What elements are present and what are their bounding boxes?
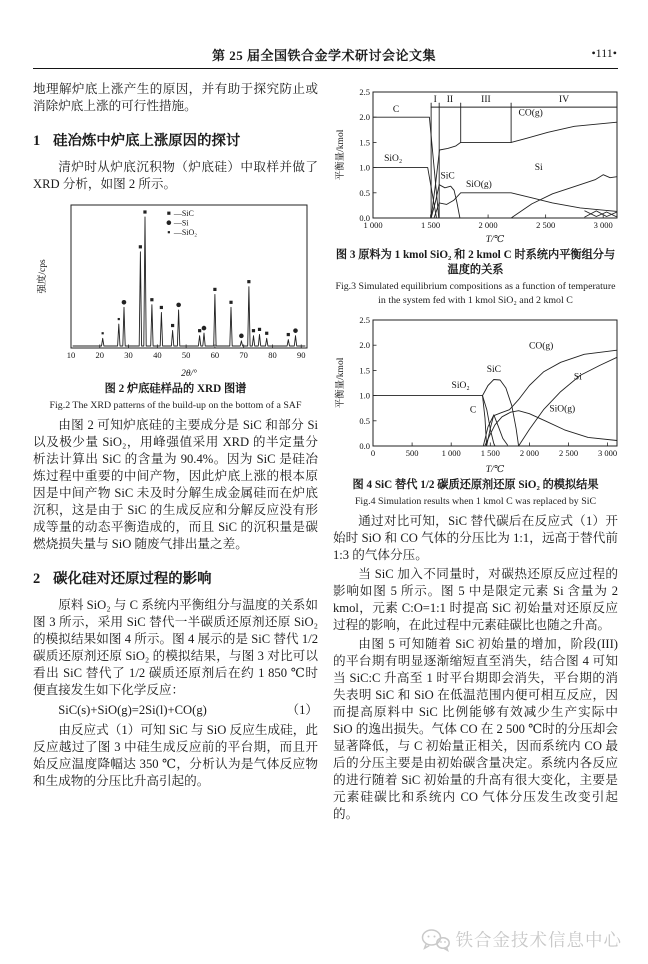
svg-text:SiO₂: SiO₂ bbox=[384, 154, 403, 165]
svg-text:平衡量/kmol: 平衡量/kmol bbox=[336, 357, 346, 409]
svg-text:SiC: SiC bbox=[440, 171, 455, 182]
svg-text:强度/cps: 强度/cps bbox=[38, 259, 48, 294]
svg-text:0.5: 0.5 bbox=[359, 187, 370, 198]
svg-text:1.5: 1.5 bbox=[359, 365, 370, 376]
svg-text:90: 90 bbox=[296, 350, 306, 360]
page-number: •111• bbox=[591, 46, 617, 60]
svg-text:2 000: 2 000 bbox=[478, 220, 498, 230]
svg-text:1 000: 1 000 bbox=[441, 448, 461, 458]
svg-text:SiC: SiC bbox=[486, 364, 501, 375]
svg-text:CO(g): CO(g) bbox=[518, 108, 543, 119]
svg-text:2 000: 2 000 bbox=[519, 448, 539, 458]
svg-text:20: 20 bbox=[95, 350, 105, 360]
svg-text:IV: IV bbox=[559, 95, 570, 106]
xrd-chart bbox=[33, 200, 318, 378]
wechat-bubbles-icon bbox=[420, 928, 450, 952]
svg-text:平衡量/kmol: 平衡量/kmol bbox=[336, 129, 346, 181]
svg-text:0.0: 0.0 bbox=[359, 441, 370, 451]
paragraph: 由反应式（1）可知 SiC 与 SiO 反应生成硅，此反应越过了图 3 中硅生成反应前的平台期，而且开始反应温度降幅达 350 ℃，分析认为是气体反应物和生成物的分压比升高引起的。 bbox=[33, 722, 318, 788]
svg-text:2 500: 2 500 bbox=[536, 220, 556, 230]
svg-text:SiO(g): SiO(g) bbox=[549, 404, 576, 415]
svg-text:—SiO₂: —SiO₂ bbox=[173, 228, 198, 237]
section-1-title: 硅冶炼中炉底上涨原因的探讨 bbox=[53, 133, 241, 149]
svg-text:80: 80 bbox=[268, 350, 277, 360]
svg-text:—Si: —Si bbox=[173, 218, 189, 228]
svg-text:T/℃: T/℃ bbox=[485, 235, 505, 244]
figure-3 bbox=[333, 86, 618, 307]
svg-text:60: 60 bbox=[210, 350, 220, 360]
section-2-heading bbox=[33, 567, 318, 588]
svg-text:—SiC: —SiC bbox=[173, 209, 194, 218]
figure-2-caption-en: Fig.2 The XRD patterns of the build-up on the bottom of a SAF bbox=[49, 400, 302, 411]
svg-text:SiO₂: SiO₂ bbox=[451, 381, 470, 392]
svg-text:40: 40 bbox=[153, 350, 162, 360]
paragraph: 清炉时从炉底沉积物（炉底硅）中取样并做了 XRD 分析，如图 2 所示。 bbox=[33, 160, 318, 191]
svg-text:3 000: 3 000 bbox=[593, 220, 613, 230]
svg-text:SiO(g): SiO(g) bbox=[465, 179, 492, 190]
paragraph: 由图 5 可知随着 SiC 初始量的增加，阶段(III)的平台期有明显逐渐缩短直至消失，结合图 4 可知当 SiC:C 升高至 1 时平台期即会消失，平台期的消失表明 SiC 和 SiO 在低温范围内便可相互反应，因而提高原料中 SiC 比例能够有效减少生产实际中 SiO 的逸出损失。气体 CO 在 2 500 ℃时的分压却会显著降低，与 C 初始量正相关，因而系统内 CO 最后的分压主要是由初始碳含量决定。系统内各反应的进行随着 SiC 初始量的升高有很大变化，主要是元素硅碳比和系统内 CO 气体分压发生改变引起的。 bbox=[333, 636, 618, 821]
svg-text:2.5: 2.5 bbox=[359, 87, 370, 97]
svg-text:1.0: 1.0 bbox=[359, 162, 370, 173]
section-1-number: 1 bbox=[33, 133, 41, 149]
figure-4-caption-en: Fig.4 Simulation results when 1 kmol C was replaced by SiC bbox=[354, 496, 597, 507]
equation-1 bbox=[33, 702, 318, 719]
svg-text:1.0: 1.0 bbox=[359, 390, 370, 401]
figure-4-caption-zh: 图 4 SiC 替代 1/2 碳质还原剂还原 SiO₂ 的模拟结果 bbox=[352, 479, 599, 491]
svg-text:2.0: 2.0 bbox=[359, 112, 370, 123]
svg-text:T/℃: T/℃ bbox=[485, 465, 505, 474]
svg-text:2.5: 2.5 bbox=[359, 315, 370, 325]
watermark bbox=[420, 927, 623, 952]
figure-2-caption-zh: 图 2 炉底硅样品的 XRD 图谱 bbox=[104, 383, 247, 395]
paragraph: 由图 2 可知炉底硅的主要成分是 SiC 和部分 Si 以及极少量 SiO₂，用峰强值采用 XRD 的半定量分析法计算出 SiC 的含量为 90.4%。因为 SiC 是硅冶炼过程中重要的中间产物，因此炉底上涨的根本原因是中间产物 SiC 未及时分解生成金属硅而在炉底沉积，这是由于 SiC 的生成反应和分解反应没有形成等量的动态平衡造成的，而且 SiC 的沉积量是碳燃烧损失量与 SiO 随废气排出量之差。 bbox=[33, 417, 318, 551]
svg-text:Si: Si bbox=[573, 372, 582, 383]
svg-text:1.5: 1.5 bbox=[359, 137, 370, 148]
equilibrium-chart-fig4 bbox=[333, 314, 618, 474]
svg-text:2θ/°: 2θ/° bbox=[181, 369, 197, 378]
svg-text:70: 70 bbox=[239, 350, 248, 360]
svg-text:0.0: 0.0 bbox=[359, 213, 370, 223]
svg-text:1 000: 1 000 bbox=[363, 220, 383, 230]
svg-text:30: 30 bbox=[124, 350, 133, 360]
section-1-heading bbox=[33, 129, 318, 150]
figure-3-caption-en: Fig.3 Simulated equilibrium compositions as a function of temperature in the system fed with 1 kmol SiO₂ and 2 kmol C bbox=[335, 281, 616, 306]
svg-text:1 500: 1 500 bbox=[420, 220, 441, 230]
figure-2 bbox=[33, 200, 318, 413]
equation-formula: SiC(s)+SiO(g)=2Si(l)+CO(g) bbox=[58, 702, 207, 717]
proceedings-title: 第 25 届全国铁合金学术研讨会论文集 bbox=[211, 48, 436, 63]
svg-text:0.5: 0.5 bbox=[359, 415, 370, 426]
paragraph-intro: 地理解炉底上涨产生的原因，并有助于探究防止或消除炉底上涨的可行性措施。 bbox=[33, 82, 318, 113]
section-2-title: 碳化硅对还原过程的影响 bbox=[53, 570, 212, 587]
svg-text:2.0: 2.0 bbox=[359, 340, 370, 351]
svg-text:1 500: 1 500 bbox=[480, 448, 500, 458]
svg-text:III: III bbox=[481, 95, 491, 106]
equation-number: （1） bbox=[286, 702, 318, 717]
left-column bbox=[33, 79, 318, 825]
figure-3-caption-zh: 图 3 原料为 1 kmol SiO₂ 和 2 kmol C 时系统内平衡组分与温度的关系 bbox=[335, 249, 616, 276]
svg-text:C: C bbox=[392, 105, 400, 116]
svg-text:500: 500 bbox=[405, 448, 419, 458]
watermark-text: 铁合金技术信息中心 bbox=[455, 930, 622, 950]
svg-text:CO(g): CO(g) bbox=[529, 341, 554, 352]
svg-text:0: 0 bbox=[370, 448, 376, 458]
paper-page bbox=[0, 45, 648, 964]
section-2-number: 2 bbox=[33, 570, 41, 587]
svg-text:C: C bbox=[469, 405, 477, 416]
svg-text:10: 10 bbox=[66, 350, 76, 360]
two-column-body bbox=[0, 69, 648, 825]
equilibrium-chart-fig3 bbox=[333, 86, 618, 244]
paragraph: 原料 SiO₂ 与 C 系统内平衡组分与温度的关系如图 3 所示，采用 SiC 替代一半碳质还原剂还原 SiO₂ 的模拟结果如图 4 所示。图 4 展示的是 SiC 替代 1/2 碳质还原剂还原 SiO₂ 的模拟结果，与图 3 对比可以看出 SiC 替代了 1/2 碳质还原剂后在约 1 850 ℃时便直接发生如下化学反应： bbox=[33, 597, 318, 697]
paragraph: 通过对比可知，SiC 替代碳后在反应式（1）开始时 SiO 和 CO 气体的分压比为 1:1，远高于替代前 1:3 的气体分压。 bbox=[333, 513, 618, 562]
svg-text:Si: Si bbox=[534, 163, 543, 174]
svg-text:I: I bbox=[433, 95, 437, 106]
page-header bbox=[0, 45, 648, 64]
right-column bbox=[333, 79, 618, 825]
paragraph: 当 SiC 加入不同量时，对碳热还原反应过程的影响如图 5 所示。图 5 中是限定元素 Si 含量为 2 kmol，元素 C:O=1:1 时提高 SiC 初始量对还原反应过程的影响，在此过程中元素硅碳比也随之升高。 bbox=[333, 566, 618, 632]
svg-text:2 500: 2 500 bbox=[558, 448, 579, 458]
svg-text:3 000: 3 000 bbox=[598, 448, 618, 458]
svg-text:50: 50 bbox=[181, 350, 191, 360]
figure-4 bbox=[333, 314, 618, 509]
svg-text:II: II bbox=[446, 95, 454, 106]
